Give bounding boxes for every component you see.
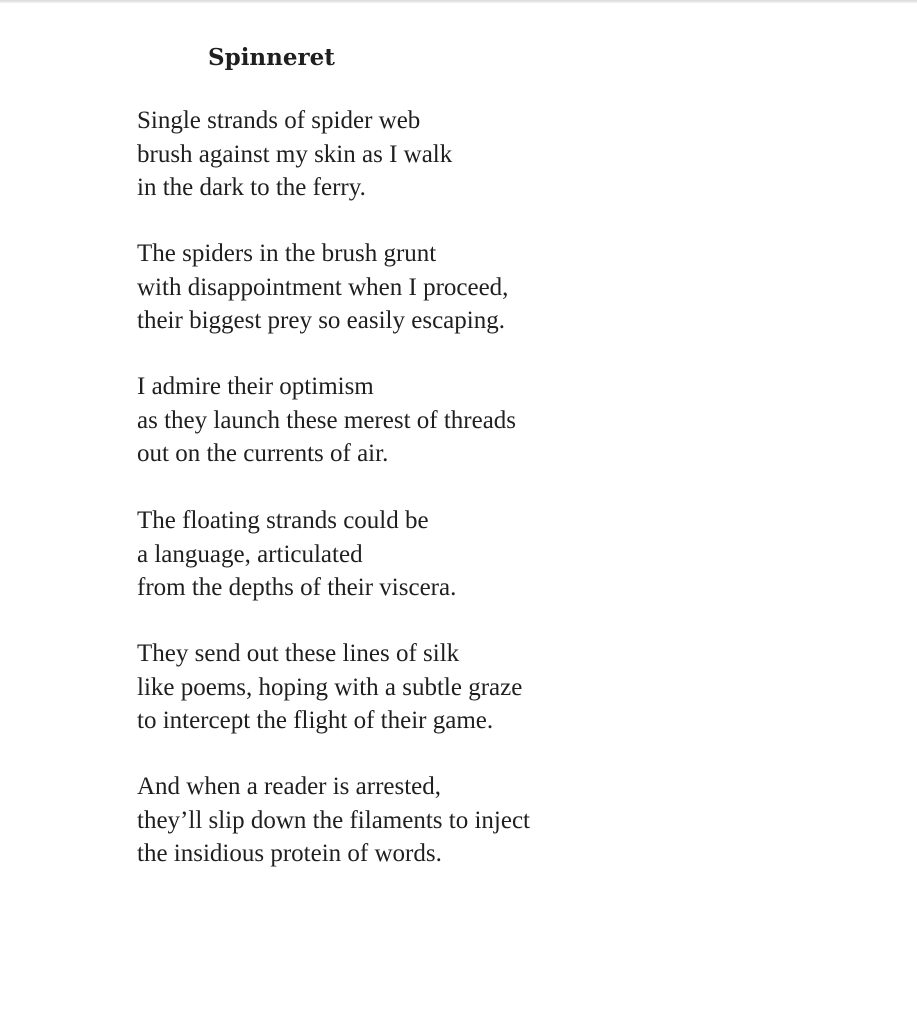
poem-line: out on the currents of air. — [137, 440, 389, 467]
poem-line: their biggest prey so easily escaping. — [137, 307, 505, 334]
poem-line: in the dark to the ferry. — [137, 174, 366, 201]
poem-line: from the depths of their viscera. — [137, 574, 457, 601]
poem-line: And when a reader is arrested, — [137, 773, 442, 800]
poem-line: as they launch these merest of threads — [137, 406, 517, 434]
stanza-3 — [137, 370, 516, 471]
poem-line: I admire their optimism — [137, 373, 374, 400]
poem-line: The floating strands could be — [137, 507, 429, 534]
poem-line: brush against my skin as I walk — [137, 140, 453, 168]
poem-line: Single strands of spider web — [137, 107, 421, 134]
stanza-1 — [137, 104, 452, 205]
poem-line: like poems, hoping with a subtle graze — [137, 673, 523, 701]
poem-title: Spinneret — [208, 44, 335, 71]
stanza-5 — [137, 637, 522, 738]
poem-line: to intercept the flight of their game. — [137, 707, 494, 734]
poem-line: the insidious protein of words. — [137, 840, 442, 867]
poem-line: They send out these lines of silk — [137, 640, 460, 667]
poem-line: with disappointment when I proceed, — [137, 273, 509, 301]
poem-line: The spiders in the brush grunt — [137, 240, 437, 267]
stanza-6 — [137, 770, 530, 871]
stanza-2 — [137, 237, 508, 338]
stanza-4 — [137, 504, 456, 605]
poem-line: a language, articulated — [137, 540, 363, 568]
poem-line: they’ll slip down the filaments to inject — [137, 806, 530, 834]
